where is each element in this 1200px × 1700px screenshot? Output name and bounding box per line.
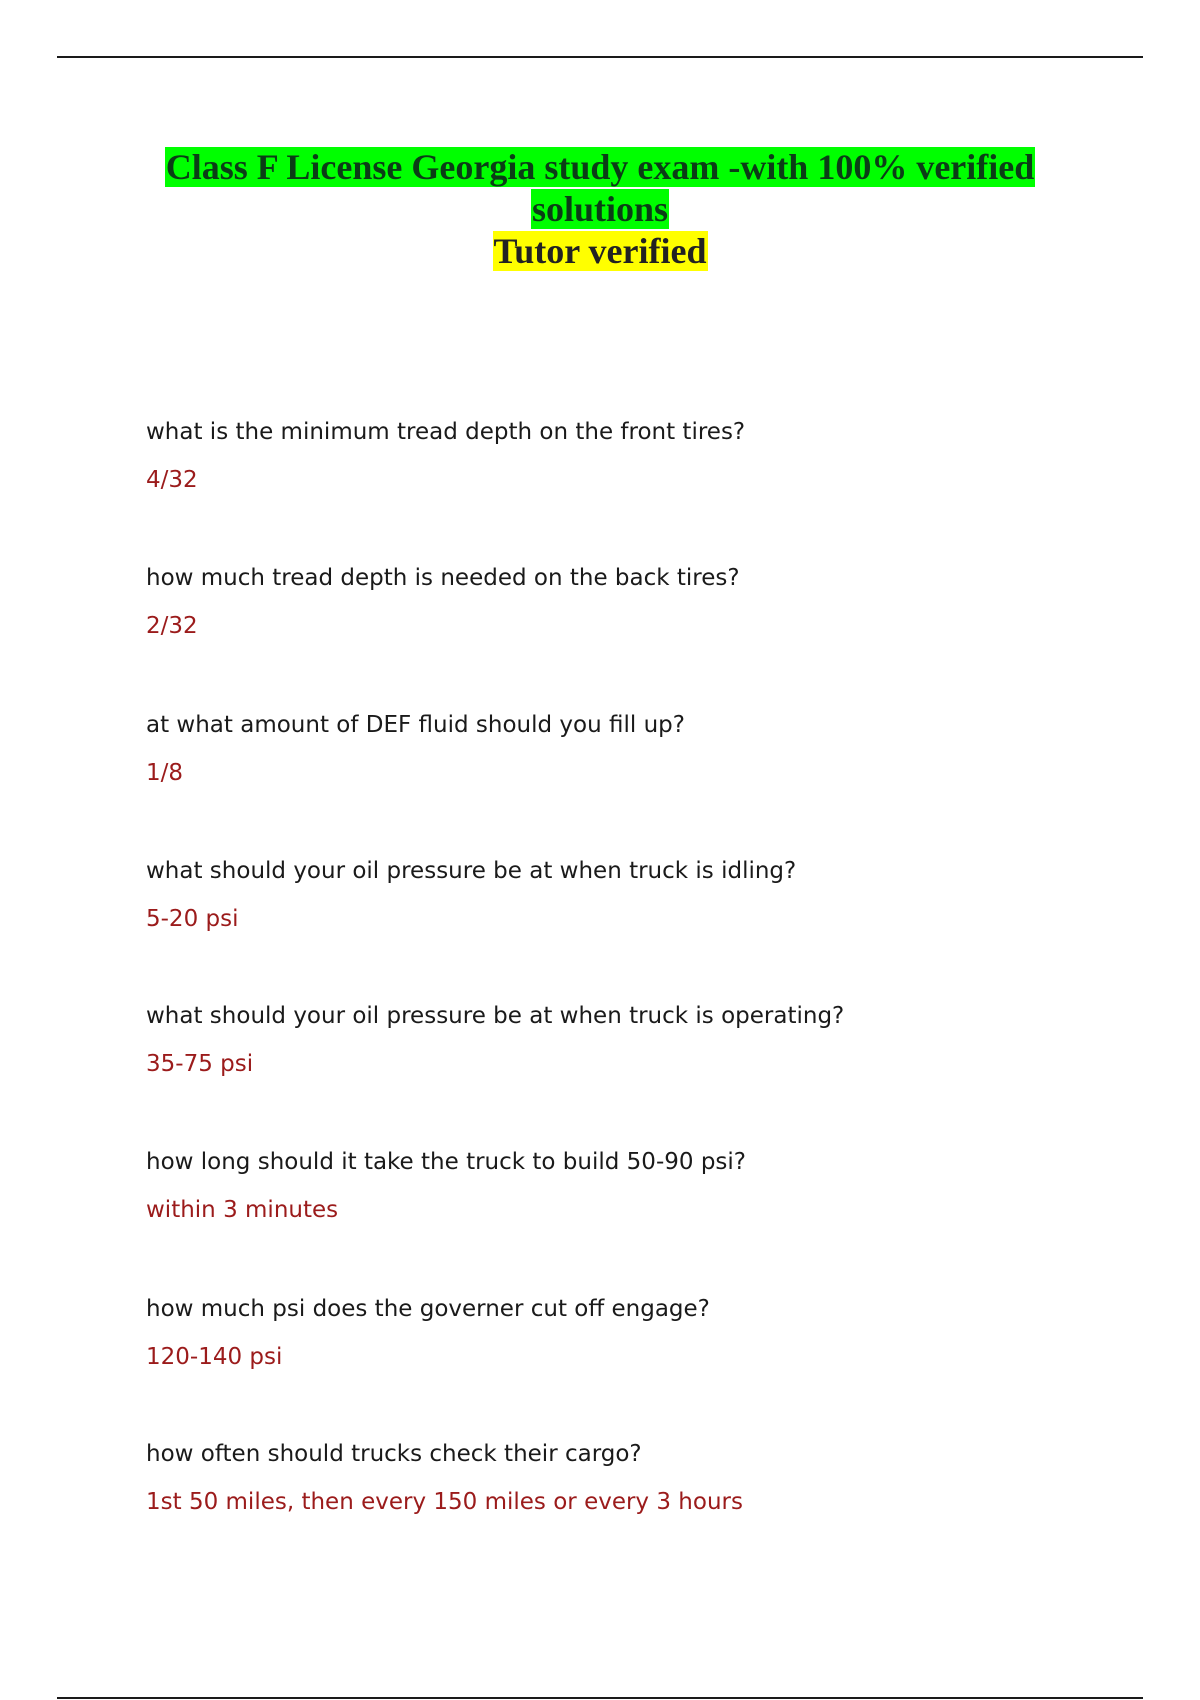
- title-line-2: solutions: [531, 189, 669, 229]
- question-text: how long should it take the truck to build 50-90 psi?: [146, 1149, 746, 1175]
- qa-item-6: [146, 1148, 1146, 1224]
- qa-item-8: [146, 1440, 1146, 1516]
- answer-text: within 3 minutes: [146, 1197, 339, 1223]
- answer-text: 5-20 psi: [146, 906, 239, 932]
- qa-item-3: [146, 711, 1146, 787]
- document-title: [0, 146, 1200, 272]
- answer-text: 1st 50 miles, then every 150 miles or every 3 hours: [146, 1489, 743, 1515]
- title-line-1: Class F License Georgia study exam -with 100% verified: [165, 147, 1035, 187]
- question-text: how much psi does the governer cut off engage?: [146, 1296, 710, 1322]
- question-text: what is the minimum tread depth on the front tires?: [146, 419, 746, 445]
- question-text: what should your oil pressure be at when truck is operating?: [146, 1003, 845, 1029]
- bottom-divider: [57, 1697, 1143, 1699]
- question-text: what should your oil pressure be at when truck is idling?: [146, 858, 797, 884]
- qa-item-2: [146, 564, 1146, 640]
- top-divider: [57, 56, 1143, 58]
- qa-item-1: [146, 418, 1146, 494]
- answer-text: 4/32: [146, 467, 198, 493]
- question-text: how often should trucks check their cargo?: [146, 1441, 642, 1467]
- subtitle-tutor-verified: Tutor verified: [493, 231, 707, 271]
- answer-text: 2/32: [146, 613, 198, 639]
- answer-text: 1/8: [146, 760, 184, 786]
- qa-item-7: [146, 1295, 1146, 1371]
- qa-item-5: [146, 1002, 1146, 1078]
- answer-text: 120-140 psi: [146, 1344, 283, 1370]
- qa-item-4: [146, 857, 1146, 933]
- answer-text: 35-75 psi: [146, 1051, 254, 1077]
- question-text: how much tread depth is needed on the back tires?: [146, 565, 740, 591]
- question-text: at what amount of DEF fluid should you fill up?: [146, 712, 685, 738]
